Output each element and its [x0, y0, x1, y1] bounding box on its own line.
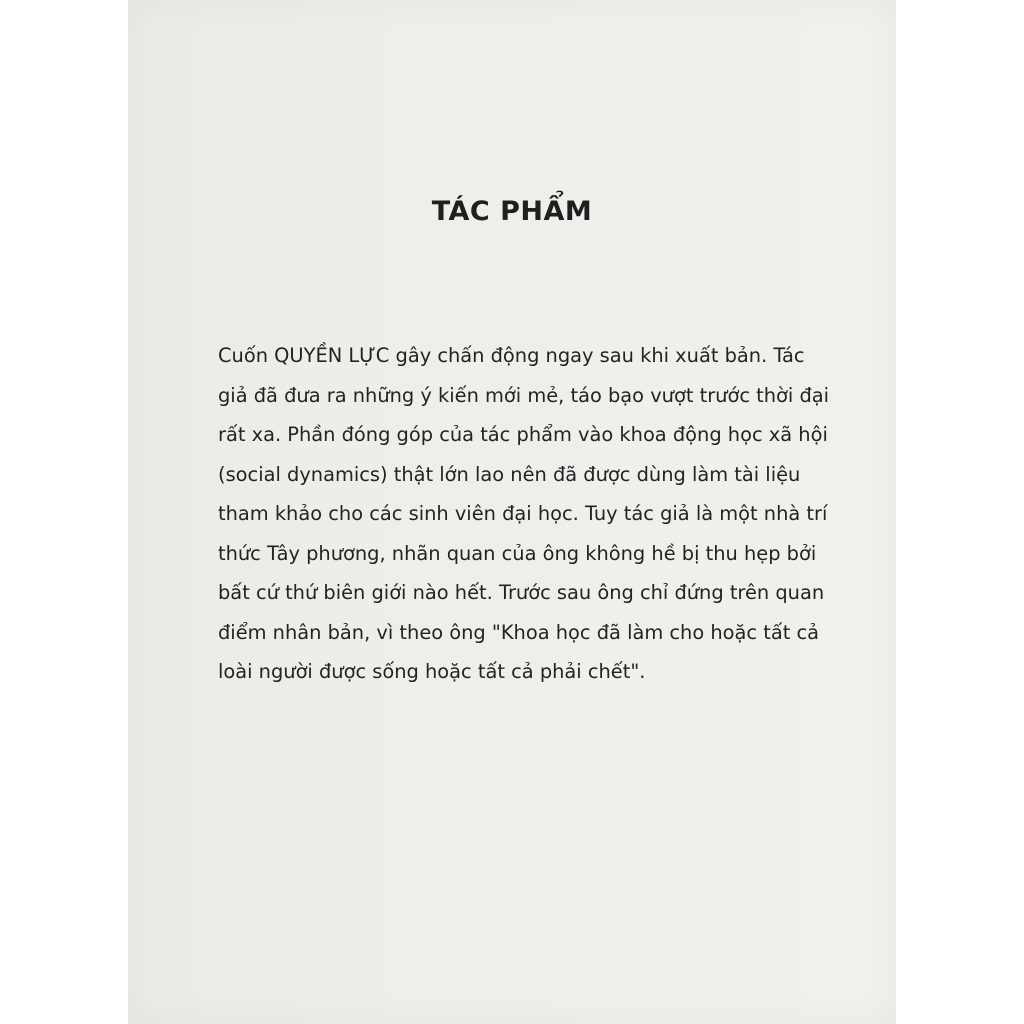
paragraph-line: rất xa. Phần đóng góp của tác phẩm vào khoa động học xã hội: [218, 423, 828, 446]
paragraph-line: giả đã đưa ra những ý kiến mới mẻ, táo bạo vượt trước thời đại: [218, 383, 830, 407]
paragraph-line: (social dynamics) thật lớn lao nên đã được dùng làm tài liệu: [218, 462, 801, 486]
body-paragraph: [218, 336, 858, 692]
paragraph-line: Cuốn QUYỀN LỰC gây chấn động ngay sau khi xuất bản. Tác: [218, 344, 805, 367]
paragraph-line: thức Tây phương, nhãn quan của ông không hề bị thu hẹp bởi: [218, 541, 817, 565]
paragraph-line: bất cứ thứ biên giới nào hết. Trước sau ông chỉ đứng trên quan: [218, 581, 825, 604]
paragraph-line: điểm nhân bản, vì theo ông "Khoa học đã làm cho hoặc tất cả: [218, 620, 820, 644]
paragraph-line: tham khảo cho các sinh viên đại học. Tuy tác giả là một nhà trí: [218, 502, 828, 525]
page-title: TÁC PHẨM: [431, 196, 593, 227]
paragraph-line: loài người được sống hoặc tất cả phải chết".: [218, 660, 646, 683]
book-page: [128, 0, 896, 1024]
